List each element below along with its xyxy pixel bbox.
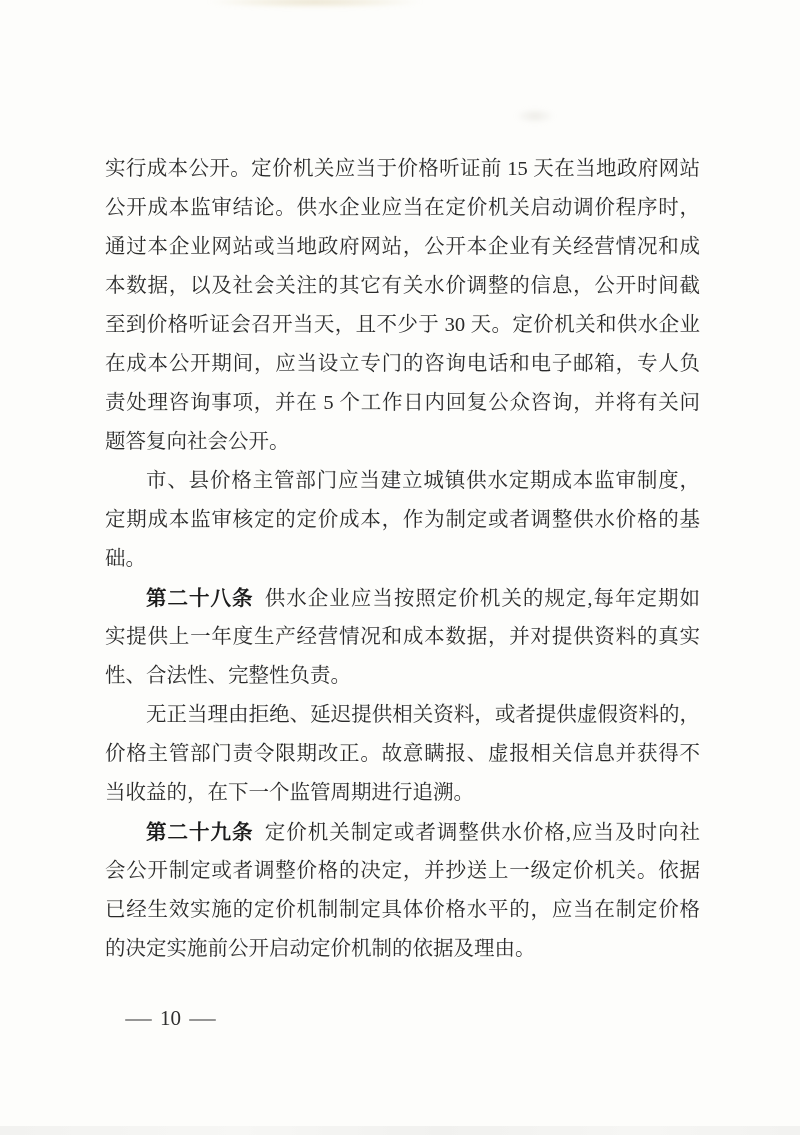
text-line bbox=[105, 150, 700, 189]
text-line-text: 通过本企业网站或当地政府网站，公开本企业有关经营情况和成 bbox=[105, 236, 700, 258]
text-line-text: 在成本公开期间，应当设立专门的咨询电话和电子邮箱，专人负 bbox=[105, 353, 700, 375]
text-line bbox=[105, 345, 700, 384]
article-29-heading-line bbox=[105, 813, 700, 852]
text-line bbox=[105, 891, 700, 930]
footer-dash-left: — bbox=[125, 1006, 152, 1030]
scan-artifact-bottom-band bbox=[0, 1126, 800, 1135]
text-line bbox=[105, 501, 700, 540]
text-line-text: 性、合法性、完整性负责。 bbox=[105, 665, 351, 687]
text-line-text: 础。 bbox=[105, 548, 146, 570]
paragraph-end-line bbox=[105, 657, 700, 696]
scan-smudge-mid bbox=[515, 108, 555, 124]
text-line-text: 责处理咨询事项，并在 5 个工作日内回复公众咨询，并将有关问 bbox=[105, 392, 700, 414]
text-line-text: 已经生效实施的定价机制制定具体价格水平的，应当在制定价格 bbox=[105, 899, 700, 921]
text-line-text: 实提供上一年度生产经营情况和成本数据，并对提供资料的真实 bbox=[105, 626, 700, 648]
paragraph-end-line bbox=[105, 423, 700, 462]
page-number-footer bbox=[125, 1006, 216, 1031]
scan-smudge-top bbox=[205, 0, 425, 8]
text-line bbox=[105, 852, 700, 891]
text-line bbox=[105, 189, 700, 228]
text-line bbox=[105, 306, 700, 345]
article-29-number: 第二十九条 bbox=[146, 821, 254, 844]
paragraph-end-line bbox=[105, 774, 700, 813]
text-line bbox=[105, 618, 700, 657]
text-line-text: 题答复向社会公开。 bbox=[105, 431, 290, 453]
footer-dash-right: — bbox=[189, 1006, 216, 1030]
paragraph-end-line bbox=[105, 930, 700, 969]
text-line-text: 供水企业应当按照定价机关的规定,每年定期如 bbox=[264, 588, 701, 610]
text-line bbox=[105, 228, 700, 267]
text-line-text: 定期成本监审核定的定价成本，作为制定或者调整供水价格的基 bbox=[105, 509, 700, 531]
text-line-text: 市、县价格主管部门应当建立城镇供水定期成本监审制度， bbox=[146, 470, 700, 492]
text-line-text: 会公开制定或者调整价格的决定，并抄送上一级定价机关。依据 bbox=[105, 860, 700, 882]
text-line bbox=[105, 384, 700, 423]
text-line-text: 定价机关制定或者调整供水价格,应当及时向社 bbox=[264, 822, 701, 844]
article-28-number: 第二十八条 bbox=[146, 587, 254, 610]
paragraph-start-line bbox=[105, 462, 700, 501]
text-line-text: 实行成本公开。定价机关应当于价格听证前 15 天在当地政府网站 bbox=[105, 158, 700, 180]
text-line-text: 无正当理由拒绝、延迟提供相关资料，或者提供虚假资料的， bbox=[146, 704, 700, 726]
footer-page-number: 10 bbox=[160, 1006, 181, 1030]
paragraph-end-line bbox=[105, 540, 700, 579]
text-line-text: 的决定实施前公开启动定价机制的依据及理由。 bbox=[105, 938, 536, 960]
text-line bbox=[105, 267, 700, 306]
article-28-heading-line bbox=[105, 579, 700, 618]
paragraph-start-line bbox=[105, 696, 700, 735]
text-line-text: 至到价格听证会召开当天，且不少于 30 天。定价机关和供水企业 bbox=[105, 314, 700, 336]
text-line-text: 价格主管部门责令限期改正。故意瞒报、虚报相关信息并获得不 bbox=[105, 743, 700, 765]
text-line-text: 本数据，以及社会关注的其它有关水价调整的信息，公开时间截 bbox=[105, 275, 700, 297]
text-line-text: 公开成本监审结论。供水企业应当在定价机关启动调价程序时， bbox=[105, 197, 700, 219]
text-line-text: 当收益的，在下一个监管周期进行追溯。 bbox=[105, 782, 474, 804]
text-line bbox=[105, 735, 700, 774]
document-body bbox=[105, 150, 700, 969]
